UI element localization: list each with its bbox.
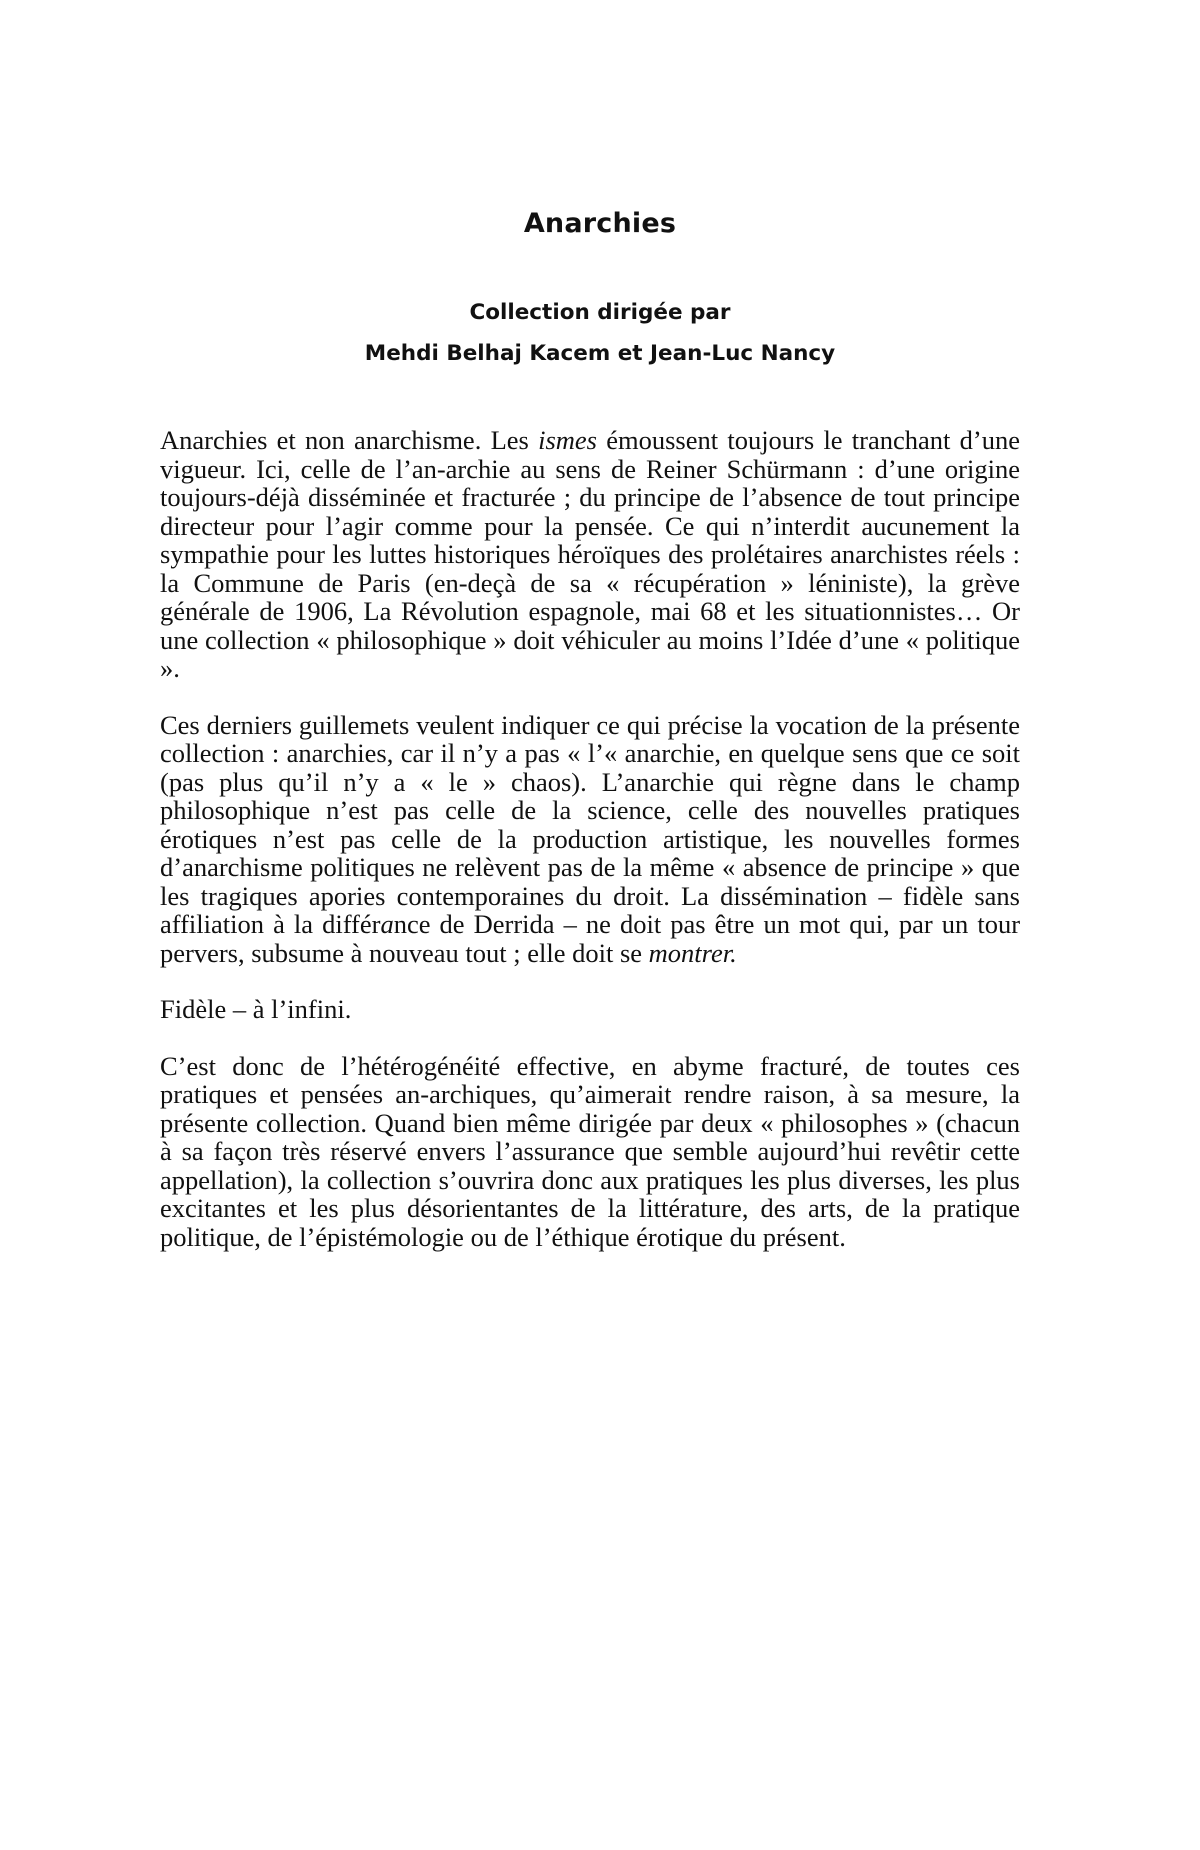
- collection-title: Anarchies: [523, 208, 677, 239]
- paragraph-3: Fidèle – à l’infini.: [160, 994, 352, 1024]
- collection-directed-by: Collection dirigée par: [469, 300, 731, 325]
- paragraph-4: C’est donc de l’hétérogénéité effective, en abyme fracturé, de toutes ces pratiques et pensées an-archiques, qu’aimerait rendre raison, à sa mesure, la présente collection. Quand bien même dirigée par deux « philosophes » (chacun à sa façon très réservé envers l’assurance que semble aujourd’hui revêtir cette appellation), la collection s’ouvrira donc aux pratiques les plus diverses, les plus excitantes et les plus désorientantes de la littérature, des arts, de la pratique politique, de l’épistémologie ou de l’éthique érotique du présent.: [160, 1050, 1020, 1252]
- paragraph-1-text-a: Anarchies et non anarchisme. Les: [160, 425, 539, 455]
- paragraph-2-italic-1: a: [380, 909, 394, 939]
- paragraph-2: [160, 711, 1020, 968]
- paragraph-1-italic: ismes: [538, 425, 597, 455]
- body-text: [160, 426, 1020, 1279]
- paragraph-1: [160, 426, 1020, 683]
- paragraph-1-text-b: émoussent toujours le tranchant d’une vigueur. Ici, celle de l’an-archie au sens de Reiner Schürmann : d’une origine toujours-déjà disséminée et fracturée ; du principe de l’absence de tout principe directeur pour l’agir comme pour la pensée. Ce qui n’interdit aucunement la sympathie pour les luttes historiques héroïques des prolétaires anarchistes réels : la Commune de Paris (en-deçà de sa « récupération » léniniste), la grève générale de 1906, La Révolution espagnole, mai 68 et les situationnistes… Or une collection « philosophique » doit véhiculer au moins l’Idée d’une « politique ».: [160, 425, 1020, 683]
- paragraph-2-italic-2: montrer.: [648, 937, 737, 968]
- collection-editors: Mehdi Belhaj Kacem et Jean-Luc Nancy: [364, 341, 836, 366]
- paragraph-2-text-a: Ces derniers guillemets veulent indiquer ce qui précise la vocation de la présente collection : anarchies, car il n’y a pas « l’« anarchie, en quelque sens que ce soit (pas plus qu’il n’y a « le » chaos). L’anarchie qui règne dans le champ philosophique n’est pas celle de la science, celle des nouvelles pratiques érotiques n’est pas celle de la production artistique, les nouvelles formes d’anarchisme politiques ne relèvent pas de la même « absence de principe » que les tragiques apories contemporaines du droit. La dissémination – fidèle sans affiliation à la différ: [160, 709, 1020, 939]
- paragraph-2-text-b: nce de Derrida – ne doit pas être un mot qui, par un tour pervers, subsume à nouveau tout ; elle doit se: [160, 909, 1021, 968]
